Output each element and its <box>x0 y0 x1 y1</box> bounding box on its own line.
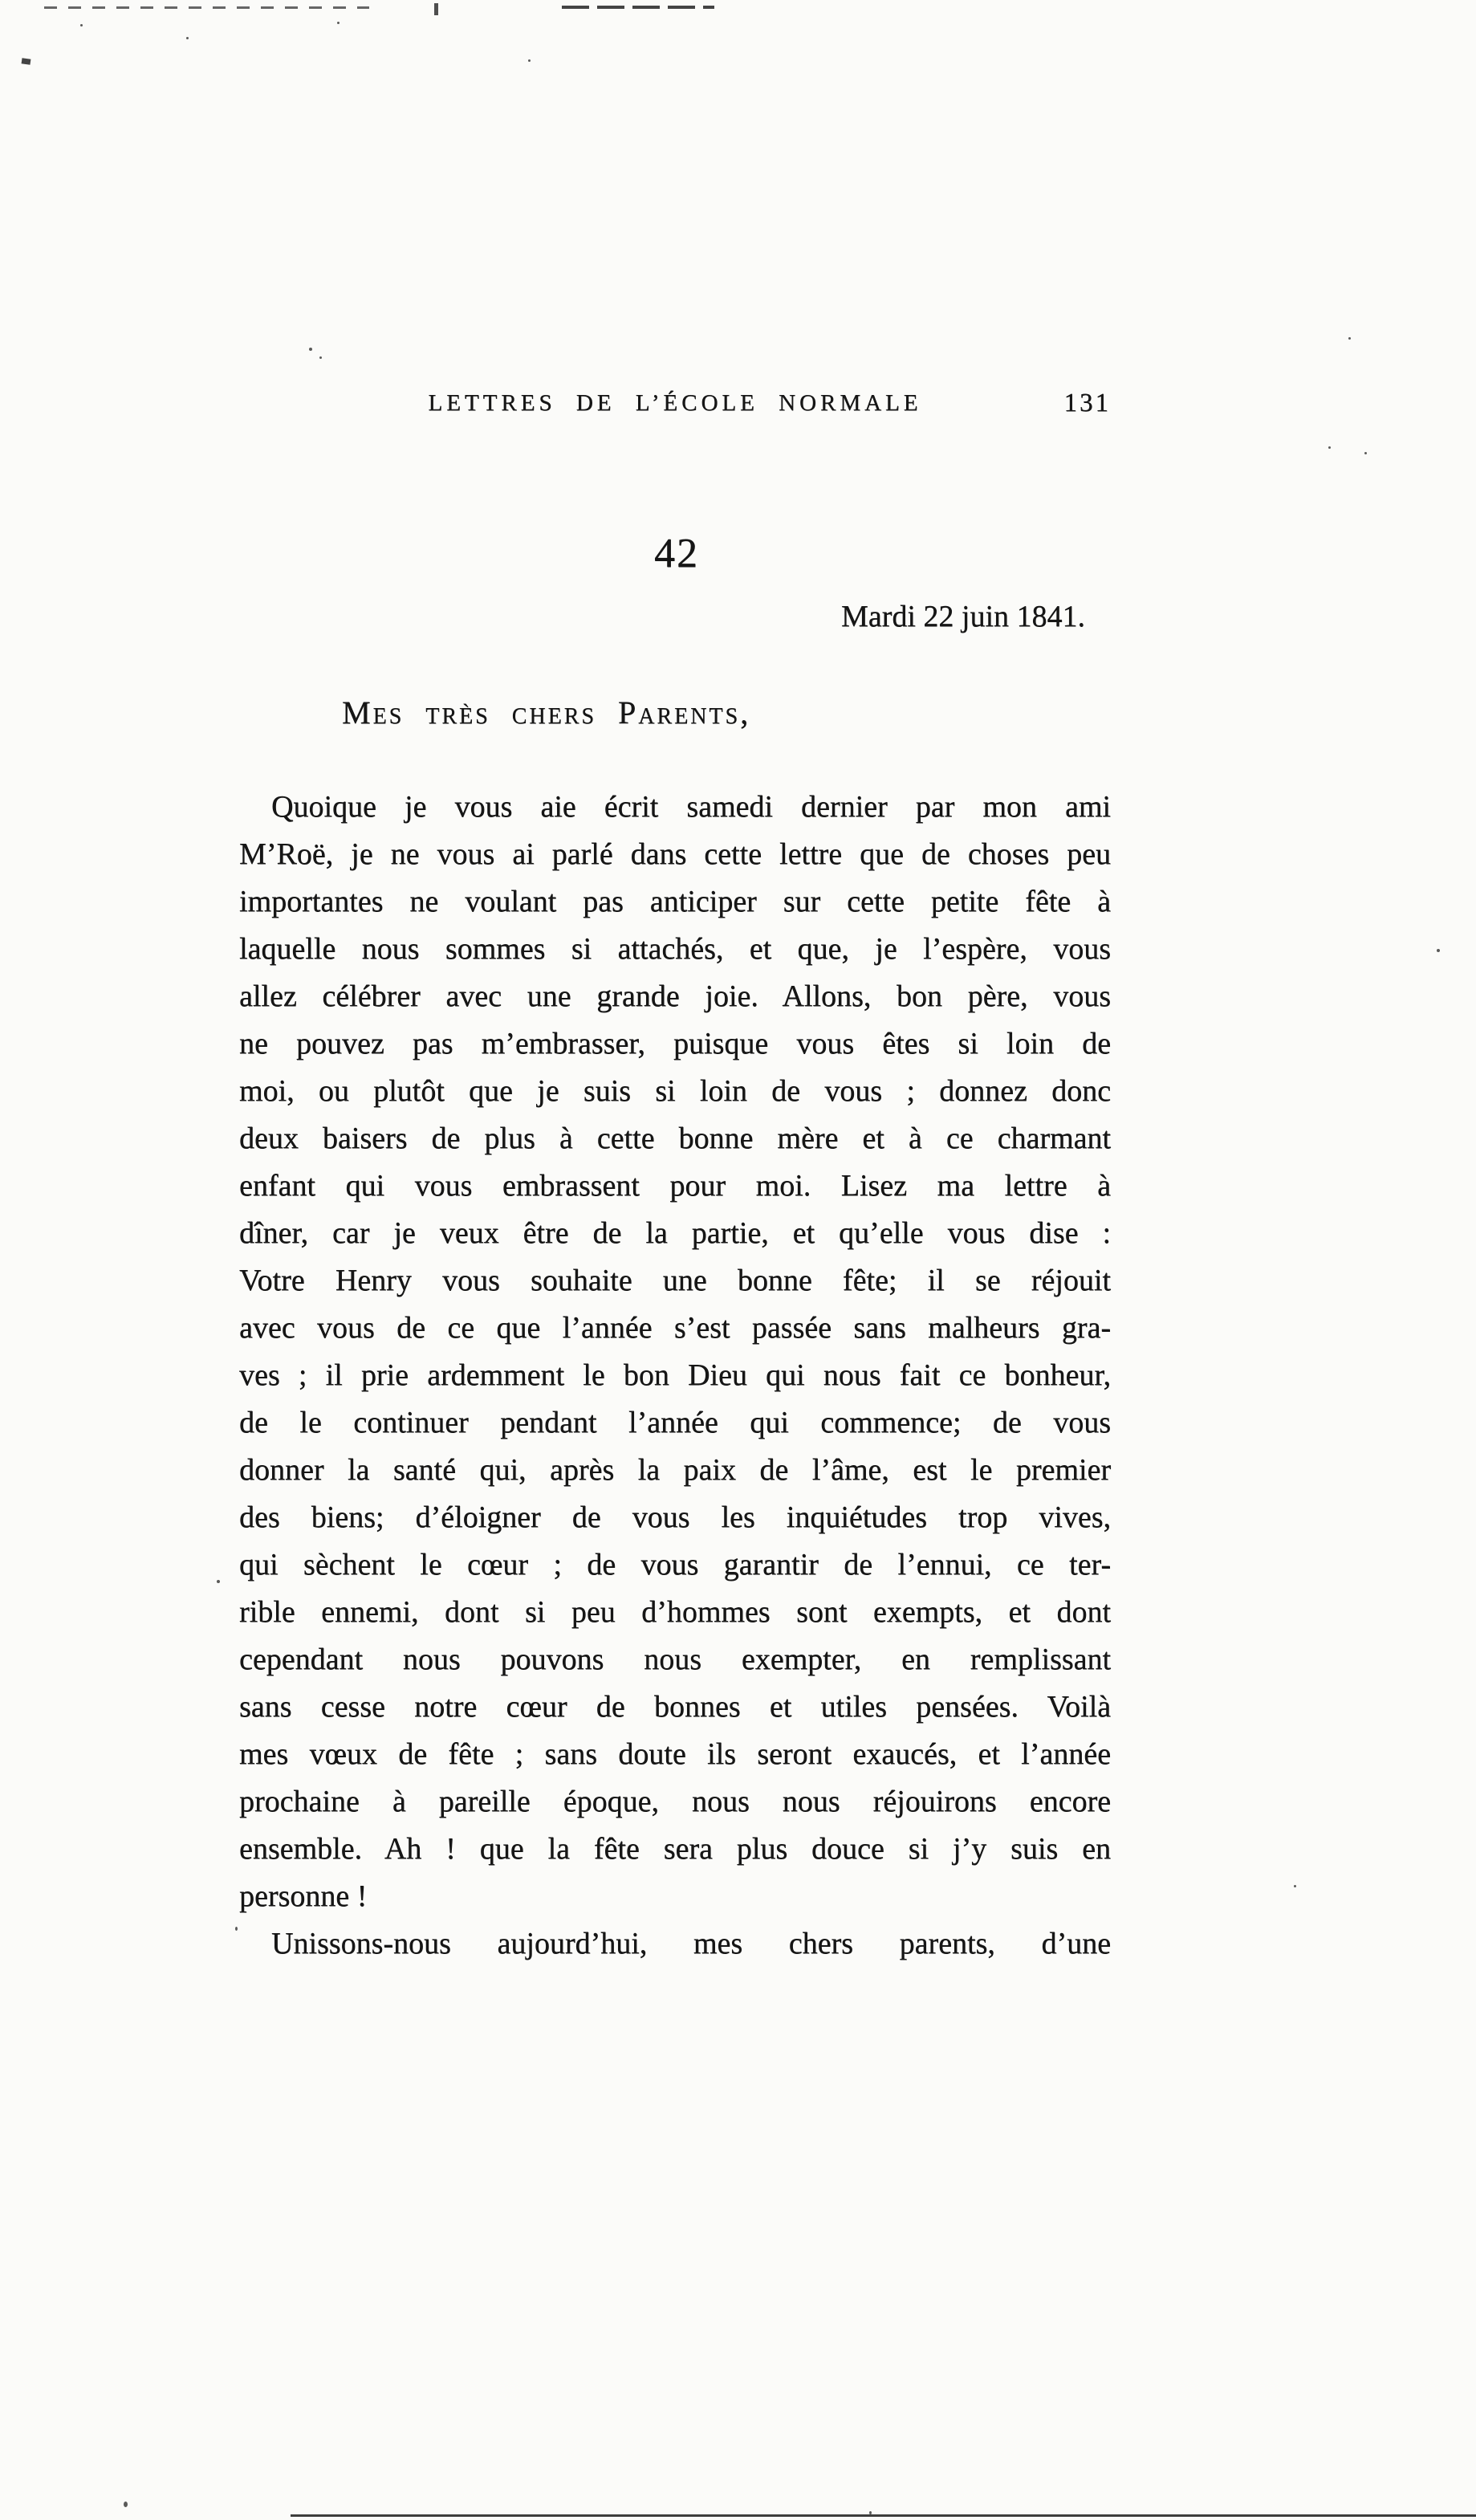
letter-line: ves ; il prie ardemment le bon Dieu qui nous fait ce bonheur, <box>239 1358 1111 1392</box>
scan-speck <box>309 348 312 351</box>
letter-line: rible ennemi, dont si peu d’hommes sont exempts, et dont <box>239 1595 1111 1629</box>
letter-line: importantes ne voulant pas anticiper sur cette petite fête à <box>239 885 1111 918</box>
letter-body <box>239 784 1111 1968</box>
scan-noise-dash <box>44 6 369 9</box>
scan-speck <box>22 58 31 64</box>
scan-speck <box>337 22 340 24</box>
scan-speck <box>1364 452 1367 454</box>
scan-speck <box>1437 949 1440 952</box>
letter-line: M’Roë, je ne vous ai parlé dans cette lettre que de choses peu <box>239 837 1111 871</box>
letter-line: Quoique je vous aie écrit samedi dernier par mon ami <box>271 790 1111 824</box>
letter-line: ensemble. Ah ! que la fête sera plus douce si j’y suis en <box>239 1832 1111 1866</box>
letter-line: laquelle nous sommes si attachés, et que, je l’espère, vous <box>239 932 1111 966</box>
scan-noise-dash <box>562 6 714 9</box>
scan-speck <box>1328 446 1331 449</box>
running-header-title: LETTRES DE L’ÉCOLE NORMALE <box>428 390 922 416</box>
letter-line: prochaine à pareille époque, nous nous réjouirons encore <box>239 1785 1111 1818</box>
scan-speck <box>319 356 322 359</box>
letter-line: des biens; d’éloigner de vous les inquiétudes trop vives, <box>239 1500 1111 1534</box>
letter-dateline-text: Mardi 22 juin 1841. <box>841 600 1085 633</box>
scan-speck <box>217 1580 220 1583</box>
letter-line: allez célébrer avec une grande joie. Allons, bon père, vous <box>239 979 1111 1013</box>
letter-line: de le continuer pendant l’année qui commence; de vous <box>239 1406 1111 1439</box>
running-header <box>239 390 1111 417</box>
scan-edge-bottom-line <box>291 2514 1476 2517</box>
scan-speck <box>80 24 83 26</box>
scan-speck <box>1294 1885 1296 1887</box>
scan-speck <box>235 1927 238 1931</box>
letter-line: mes vœux de fête ; sans doute ils seront exaucés, et l’année <box>239 1737 1111 1771</box>
scan-speck <box>186 37 189 39</box>
scan-speck <box>1348 337 1351 340</box>
letter-line: qui sèchent le cœur ; de vous garantir de l’ennui, ce ter- <box>239 1548 1111 1582</box>
letter-salutation: Mes très chers Parents, <box>342 694 751 731</box>
letter-line: donner la santé qui, après la paix de l’âme, est le premier <box>239 1453 1111 1487</box>
letter-line: moi, ou plutôt que je suis si loin de vous ; donnez donc <box>239 1074 1111 1108</box>
letter-line: ne pouvez pas m’embrasser, puisque vous êtes si loin de <box>239 1027 1111 1061</box>
letter-line: sans cesse notre cœur de bonnes et utiles pensées. Voilà <box>239 1690 1111 1724</box>
letter-line: avec vous de ce que l’année s’est passée sans malheurs gra- <box>239 1311 1111 1345</box>
letter-dateline <box>239 599 1111 634</box>
letter-line: Unissons-nous aujourd’hui, mes chers parents, d’une <box>271 1927 1111 1960</box>
letter-line: dîner, car je veux être de la partie, et qu’elle vous dise : <box>239 1216 1111 1250</box>
page-number: 131 <box>1063 389 1111 417</box>
letter-line: cependant nous pouvons nous exempter, en remplissant <box>239 1643 1111 1676</box>
letter-number: 42 <box>654 531 699 576</box>
scan-speck <box>528 59 531 62</box>
scan-noise-dash <box>434 3 438 15</box>
letter-line: enfant qui vous embrassent pour moi. Lisez ma lettre à <box>239 1169 1111 1203</box>
letter-line: Votre Henry vous souhaite une bonne fête; il se réjouit <box>239 1264 1111 1297</box>
letter-line: deux baisers de plus à cette bonne mère et à ce charmant <box>239 1122 1111 1155</box>
letter-line: personne ! <box>239 1879 368 1913</box>
scan-speck <box>124 2502 128 2507</box>
